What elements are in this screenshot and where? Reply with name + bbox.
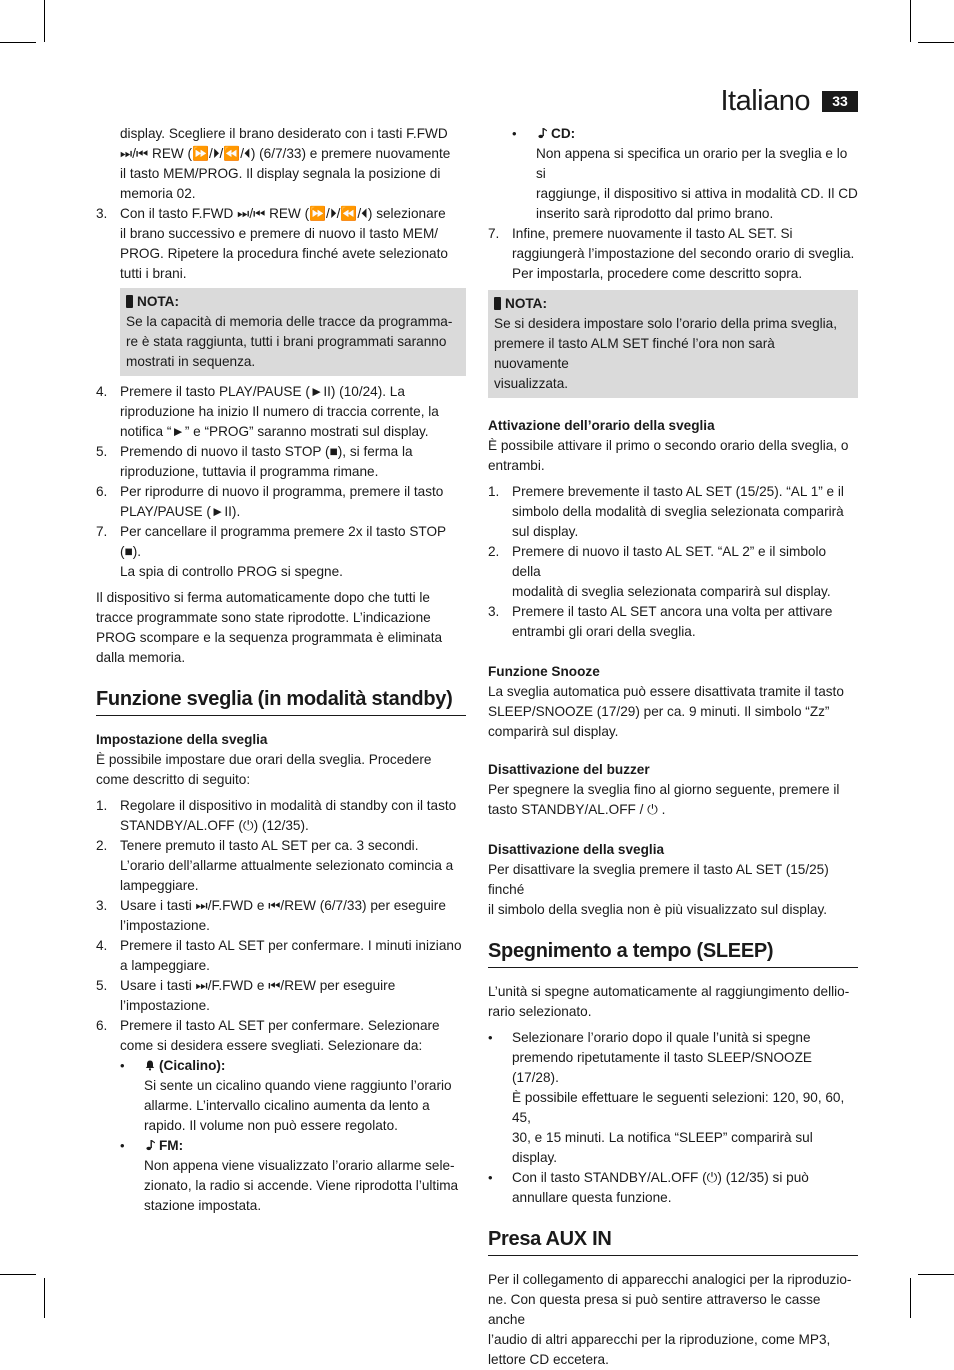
text-line: entrambi gli orari della sveglia. [512,624,696,639]
text-line: Usare i tasti ⏭/F.FWD e ⏮/REW per eseguire [120,978,396,993]
text-line: rario selezionato. [488,1004,592,1019]
step-number: 7. [488,226,500,241]
text-line: L’orario dell’allarme attualmente selezionato comincia a [120,858,454,873]
text-line: Tenere premuto il tasto AL SET per ca. 3 secondi. [120,838,419,853]
text-line: rapido. Il volume non può essere regolato. [144,1118,398,1133]
text-line: re è stata raggiunta, tutti i brani programmati saranno [126,334,447,349]
text-line: SLEEP/SNOOZE (17/29) per ca. 9 minuti. Il simbolo “Zz” [488,704,830,719]
list-item [512,124,858,224]
text-line: Selezionare l’orario dopo il quale l’unità si spegne [512,1030,811,1045]
step-number: 6. [96,1018,108,1033]
step-item [96,204,466,284]
subsection-title: Disattivazione del buzzer [488,762,650,777]
crop-mark [44,0,45,42]
list-item [488,1028,858,1168]
text-line: zionato, la radio si accende. Viene riprodotta l’ultima [144,1178,459,1193]
text-line: sul display. [512,524,579,539]
bullet: • [120,1138,125,1153]
subsection-intro [488,436,858,476]
info-icon [126,295,133,308]
intro-text [96,124,466,204]
step-item [96,442,466,482]
text-line: Per disattivare la sveglia premere il tasto AL SET (15/25) finché [488,862,829,897]
crop-mark [910,1278,911,1318]
text-line: ne. Con questa presa si può sentire attraverso le casse anche [488,1292,821,1327]
note-box [120,288,466,376]
text-line: come si desidera essere svegliati. Selezionare da: [120,1038,423,1053]
text-line: Il dispositivo si ferma automaticamente dopo che tutti le [96,590,430,605]
bullet-heading [144,1056,466,1076]
text-line: Premere il tasto AL SET per confermare. Selezionare [120,1018,440,1033]
subsection-title: Impostazione della sveglia [96,732,268,747]
text-line: 30, e 15 minuti. La notifica “SLEEP” comparirà sul display. [512,1130,813,1165]
text-line: come descritto di seguito: [96,772,251,787]
step-item [96,382,466,442]
text-line: Premere di nuovo il tasto AL SET. “AL 2” e il simbolo della [512,544,827,579]
text-line: PROG. Ripetere la procedura finché avete selezionato [120,246,448,261]
subsection-title: Attivazione dell’orario della sveglia [488,418,715,433]
text-line: Per riprodurre di nuovo il programma, premere il tasto [120,484,444,499]
note-label: NOTA: [137,294,180,309]
bullet-label: (Cicalino): [159,1058,226,1073]
text-line: visualizzata. [494,376,569,391]
snooze-paragraph [488,682,858,742]
text-line: PLAY/PAUSE (►II). [120,504,241,519]
text-line: tracce programmate sono state riprodotte. L’indicazione [96,610,431,625]
buzzer-paragraph [488,780,858,820]
text-line: allarme. L’intervallo cicalino aumenta da lento a [144,1098,430,1113]
text-line: Per cancellare il programma premere 2x il tasto STOP (■). [120,524,446,559]
info-icon [494,297,501,310]
bullet: • [488,1030,493,1045]
right-column [488,124,858,1370]
text-line: tasto STANDBY/AL.OFF / ⏻ . [488,802,666,817]
step-item [488,602,858,642]
step-item [96,522,466,582]
page-language-title: Italiano [720,85,810,117]
text-line: Per il collegamento di apparecchi analogici per la riproduzio- [488,1272,852,1287]
text-line: tutti i brani. [120,266,187,281]
text-line: Si sente un cicalino quando viene raggiunto l’orario [144,1078,452,1093]
text-line: premendo ripetutamente il tasto SLEEP/SNOOZE (17/28). [512,1050,812,1085]
section-title: Funzione sveglia (in modalità standby) [96,686,466,716]
left-column [96,124,466,1216]
step-number: 7. [96,524,108,539]
step-number: 3. [96,898,108,913]
text-line: l’impostazione. [120,918,210,933]
page-number-badge: 33 [822,91,858,112]
text-line: La sveglia automatica può essere disattivata tramite il tasto [488,684,844,699]
text-line: memoria 02. [120,186,196,201]
text-line: il tasto MEM/PROG. Il display segnala la posizione di [120,166,441,181]
subsection-title: Disattivazione della sveglia [488,842,665,857]
disable-paragraph [488,860,858,920]
text-line: Non appena viene visualizzato l’orario allarme sele- [144,1158,455,1173]
crop-mark [0,42,36,43]
bullet: • [488,1170,493,1185]
subsection-intro [96,750,466,790]
step-item [96,836,466,896]
music-note-icon [144,1139,156,1151]
step-number: 1. [488,484,500,499]
auto-stop-paragraph [96,588,466,668]
step-item [96,936,466,976]
aux-paragraph [488,1270,858,1370]
text-line: premere il tasto ALM SET finché l’ora non sarà nuovamente [494,336,775,371]
bullet-label: CD: [551,126,576,141]
text-line: L’unità si spegne automaticamente al raggiungimento dellio- [488,984,850,999]
step-number: 1. [96,798,108,813]
bullet-label: FM: [159,1138,184,1153]
text-line: riproduzione, tuttavia il programma rimane. [120,464,379,479]
text-line: Con il tasto F.FWD ⏭/⏮ REW (⏩/⏵/⏪/⏴) selezionare [120,206,446,221]
step-number: 5. [96,978,108,993]
crop-mark [44,1278,45,1318]
step-number: 6. [96,484,108,499]
text-line: Per spegnere la sveglia fino al giorno seguente, premere il [488,782,840,797]
step-item [488,482,858,542]
step-number: 2. [96,838,108,853]
text-line: lettore CD eccetera. [488,1352,609,1367]
step-number: 4. [96,938,108,953]
text-line: Con il tasto STANDBY/AL.OFF (⏻) (12/35) si può [512,1170,809,1185]
step-item [96,976,466,1016]
text-line: Premendo di nuovo il tasto STOP (■), si ferma la [120,444,413,459]
list-item [120,1136,466,1216]
note-box [488,290,858,398]
step-item [96,796,466,836]
text-line: ⏭/⏮ REW (⏩/⏵/⏪/⏴) (6/7/33) e premere nuovamente [120,146,451,161]
bullet: • [120,1058,125,1073]
text-line: display. Scegliere il brano desiderato con i tasti F.FWD [120,126,448,141]
sleep-intro [488,982,858,1022]
text-line: Non appena si specifica un orario per la sveglia e lo si [536,146,848,181]
text-line: Se si desidera impostare solo l’orario della prima sveglia, [494,316,838,331]
text-line: Infine, premere nuovamente il tasto AL SET. Si [512,226,793,241]
text-line: STANDBY/AL.OFF (⏻) (12/35). [120,818,309,833]
text-line: comparirà sul display. [488,724,619,739]
cd-mode-list [488,124,858,224]
bullet: • [512,126,517,141]
text-line: simbolo della modalità di sveglia selezionata comparirà [512,504,844,519]
crop-mark [910,0,911,42]
step-item [96,482,466,522]
text-line: Premere il tasto AL SET per confermare. I minuti iniziano [120,938,462,953]
step-number: 2. [488,544,500,559]
step-item [96,1016,466,1056]
list-item [120,1056,466,1136]
section-title: Presa AUX IN [488,1226,858,1256]
text-line: È possibile effettuare le seguenti selezioni: 120, 90, 60, 45, [512,1090,845,1125]
text-line: È possibile impostare due orari della sveglia. Procedere [96,752,432,767]
text-line: raggiungerà l’impostazione del secondo orario di sveglia. [512,246,855,261]
note-label: NOTA: [505,296,548,311]
step-number: 3. [96,206,108,221]
note-heading [494,294,852,314]
text-line: Usare i tasti ⏭/F.FWD e ⏮/REW (6/7/33) per eseguire [120,898,446,913]
text-line: riproduzione ha inizio Il numero di traccia corrente, la [120,404,439,419]
text-line: PROG scompare e la sequenza programmata è eliminata [96,630,443,645]
text-line: La spia di controllo PROG si spegne. [120,564,343,579]
text-line: l’impostazione. [120,998,210,1013]
step-item [488,224,858,284]
text-line: Premere il tasto AL SET ancora una volta per attivare [512,604,833,619]
text-line: Premere il tasto PLAY/PAUSE (►II) (10/24). La [120,384,405,399]
subsection-title: Funzione Snooze [488,664,600,679]
wake-mode-list [96,1056,466,1216]
text-line: Regolare il dispositivo in modalità di standby con il tasto [120,798,457,813]
text-line: a lampeggiare. [120,958,210,973]
music-note-icon [536,127,548,139]
text-line: dalla memoria. [96,650,186,665]
crop-mark [918,42,954,43]
crop-mark [0,1274,36,1275]
text-line: Premere brevemente il tasto AL SET (15/25). “AL 1” e il [512,484,844,499]
text-line: Se la capacità di memoria delle tracce da programma- [126,314,453,329]
text-line: È possibile attivare il primo o secondo orario della sveglia, o [488,438,849,453]
bullet-heading [536,124,858,144]
note-heading [126,292,460,312]
text-line: mostrati in sequenza. [126,354,256,369]
text-line: stazione impostata. [144,1198,262,1213]
text-line: inserito sarà riprodotto dal primo brano. [536,206,774,221]
text-line: notifica “►” e “PROG” saranno mostrati sul display. [120,424,429,439]
list-item [488,1168,858,1208]
text-line: lampeggiare. [120,878,199,893]
text-line: annullare questa funzione. [512,1190,672,1205]
step-number: 4. [96,384,108,399]
text-line: il simbolo della sveglia non è più visualizzato sul display. [488,902,828,917]
text-line: Per impostarla, procedere come descritto sopra. [512,266,803,281]
step-number: 5. [96,444,108,459]
text-line: il brano successivo e premere di nuovo il tasto MEM/ [120,226,439,241]
step-item [488,542,858,602]
bullet-heading [144,1136,466,1156]
step-item [96,896,466,936]
bell-icon [144,1059,156,1071]
crop-mark [918,1274,954,1275]
text-line: entrambi. [488,458,545,473]
section-title: Spegnimento a tempo (SLEEP) [488,938,858,968]
text-line: l’audio di altri apparecchi per la riproduzione, come MP3, [488,1332,831,1347]
step-number: 3. [488,604,500,619]
text-line: raggiunge, il dispositivo si attiva in modalità CD. Il CD [536,186,858,201]
text-line: modalità di sveglia selezionata comparirà sul display. [512,584,831,599]
